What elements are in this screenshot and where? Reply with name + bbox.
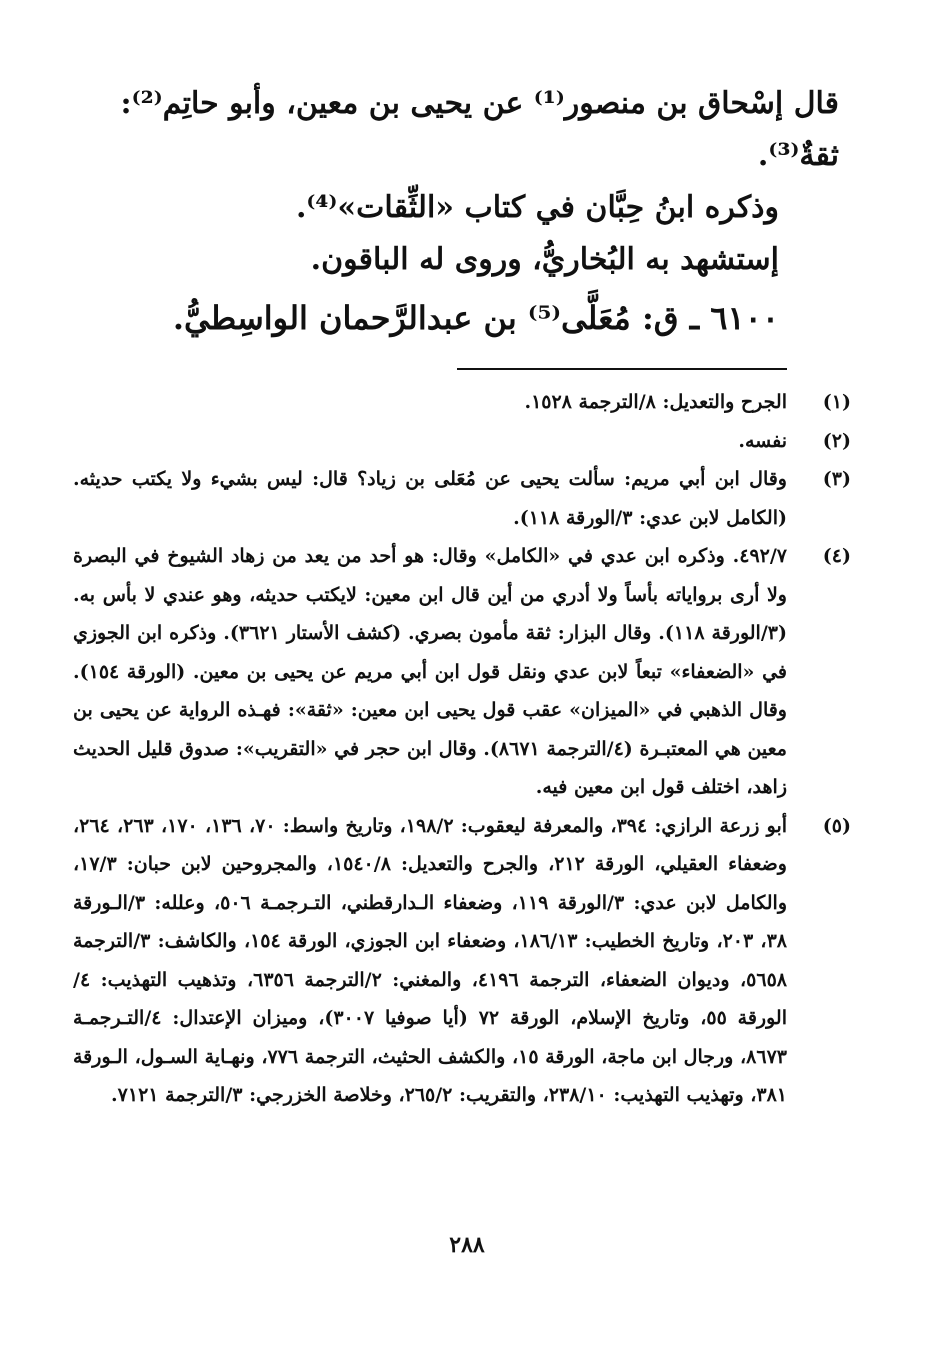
biography-entry-heading: ٦١٠٠ ـ ق: مُعَلَّى⁽⁵⁾ بن عبدالرَّحمان الواسِطيُّ. <box>172 299 779 337</box>
footnote-number: (١) <box>822 391 851 413</box>
footnote-number: (٥) <box>822 814 851 837</box>
footnote-text: ٤٩٢/٧. وذكره ابن عدي في «الكامل» وقال: هو أحد من يعد من زهاد الشيوخ في البصرة ولا أرى برواياته بأساً ولا أدري من أين قال ابن معين: لايكتب حديثه، وهو عندي لا بأس به. (٣/الورقة ١١٨). وقال البزار: ثقة مأمون بصري. (كشف الأستار ٣٦٢١). وذكره ابن الجوزي في «الضعفاء» تبعاً لابن عدي ونقل قول ابن أبي مريم عن يحيى بن معين. (الورقة ١٥٤). وقال الذهبي في «الميزان» عقب قول يحيى ابن معين: «ثقة»: فهـذه الرواية عن يحيى بن معين هي المعتبـرة (٤/الترجمة ٨٦٧١). وقال ابن حجر في «التقريب»: صدوق قليل الحديث زاهد، اختلف قول ابن معين فيه. <box>73 545 787 798</box>
main-text <box>95 78 839 344</box>
footnotes <box>73 383 851 1115</box>
footnote-number: (٣) <box>822 468 851 490</box>
main-line-1: قال إسْحاق بن منصور⁽¹⁾ عن يحيى بن معين، وأبو حاتِم⁽²⁾: <box>120 86 839 121</box>
footnote-text: وقال ابن أبي مريم: سألت يحيى عن مُعَلى بن زياد؟ قال: ليس بشيء ولا يكتب حديثه. (الكامل لابن عدي: ٣/الورقة ١١٨). <box>73 468 787 529</box>
footnote-text: نفسه. <box>738 429 787 452</box>
footnote-2 <box>73 422 851 461</box>
footnote-1 <box>73 383 851 422</box>
footnote-separator <box>457 368 787 370</box>
footnote-5 <box>73 807 851 1115</box>
footnote-number: (٤) <box>822 545 851 567</box>
footnote-3 <box>73 460 851 537</box>
footnote-text: الجرح والتعديل: ٨/الترجمة ١٥٢٨. <box>524 391 787 413</box>
footnote-text: أبو زرعة الرازي: ٣٩٤، والمعرفة ليعقوب: ١٩٨/٢، وتاريخ واسط: ٧٠، ١٣٦، ١٧٠، ٢٦٣، ٢٦٤، وضعفاء العقيلي، الورقة ٢١٢، والجرح والتعديل: ١٥٤٠/٨، والمجروحين لابن حبان: ١٧/٣، والكامل لابن عدي: ٣/الورقة ١١٩، وضعفاء الـدارقطني، التـرجمـة ٥٠٦، وعلله: ٣/الـورقة ٣٨، ٢٠٣، وتاريخ الخطيب: ١٨٦/١٣، وضعفاء ابن الجوزي، الورقة ١٥٤، والكاشف: ٣/الترجمة ٥٦٥٨، وديوان الضعفاء، الترجمة ٤١٩٦، والمغني: ٢/الترجمة ٦٣٥٦، وتذهيب التهذيب: ٤/الورقة ٥٥، وتاريخ الإسلام، الورقة ٧٢ (أيا صوفيا ٣٠٠٧)، وميزان الإعتدال: ٤/التـرجمـة ٨٦٧٣، ورجال ابن ماجة، الورقة ١٥، والكشف الحثيث، الترجمة ٧٧٦، ونهـاية السـول، الـورقة ٣٨١، وتهذيب التهذيب: ٢٣٨/١٠، والتقريب: ٢٦٥/٢، وخلاصة الخزرجي: ٣/الترجمة ٧١٢١. <box>73 814 788 1106</box>
footnote-number: (٢) <box>822 429 851 452</box>
footnote-4 <box>73 537 851 807</box>
page-number: ٢٨٨ <box>449 1232 485 1258</box>
main-line-3: وذكره ابنُ حِبَّان في كتاب «الثِّقات»⁽⁴⁾. <box>295 190 779 225</box>
main-line-2: ثقةٌ⁽³⁾. <box>757 138 839 173</box>
main-line-4: إستشهد به البُخاريُّ، وروى له الباقون. <box>310 242 779 277</box>
